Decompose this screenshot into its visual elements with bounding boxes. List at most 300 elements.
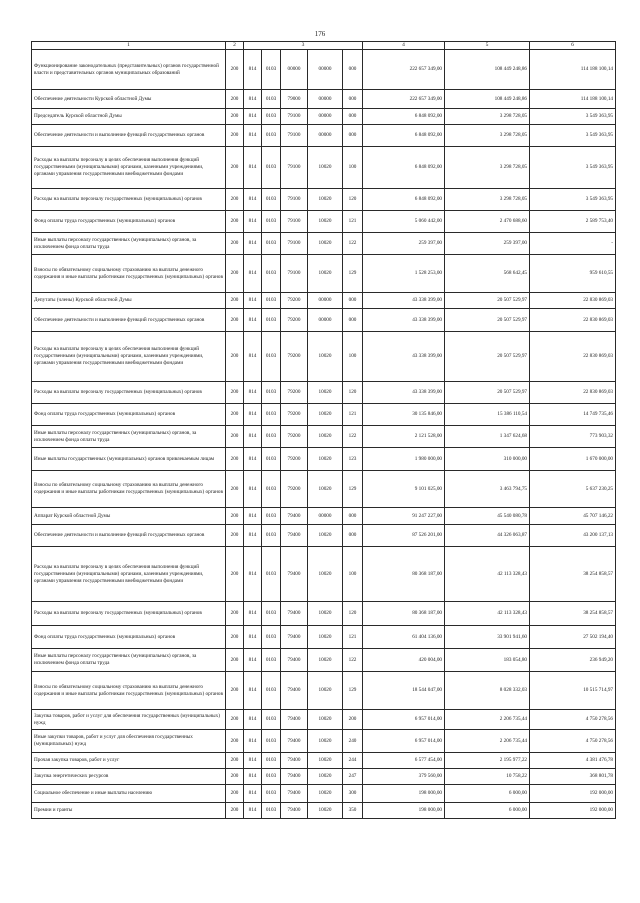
amount-cell: 3 549 363,95 xyxy=(530,125,616,147)
code-cell: 129 xyxy=(343,672,363,710)
code-cell: 0103 xyxy=(262,730,281,753)
amount-cell: 959 610,55 xyxy=(530,255,616,293)
code-cell: 0103 xyxy=(262,255,281,293)
row-name-cell: Социальное обеспечение и иные выплаты населению xyxy=(32,785,226,803)
row-name-cell: Обеспечение деятельности Курской областной Думы xyxy=(32,90,226,109)
code-cell: 814 xyxy=(244,255,262,293)
table-header-row xyxy=(32,42,616,50)
code-cell: 814 xyxy=(244,309,262,332)
row-name-cell: Иные выплаты персоналу государственных (муниципальных) органов, за исключением фонда оплаты труда xyxy=(32,233,226,255)
code-cell: 0103 xyxy=(262,710,281,730)
code-cell: 10020 xyxy=(308,404,343,426)
row-name-cell: Расходы на выплаты персоналу в целях обеспечения выполнения функций государственными (муниципальными) органами, казенными учреждениями, органами управления государственными внебюджетными фондами xyxy=(32,332,226,382)
code-cell: 10020 xyxy=(308,803,343,819)
code-cell: 0103 xyxy=(262,547,281,602)
amount-cell: 6 957 014,00 xyxy=(363,730,445,753)
amount-cell: 43 338 399,00 xyxy=(363,293,445,309)
amount-cell: 3 463 794,75 xyxy=(445,471,530,508)
code-cell: 200 xyxy=(226,525,244,547)
code-cell: 814 xyxy=(244,649,262,672)
code-cell: 79400 xyxy=(281,672,308,710)
table-row xyxy=(32,125,616,147)
table-row xyxy=(32,649,616,672)
code-cell: 120 xyxy=(343,382,363,404)
code-cell: 10020 xyxy=(308,211,343,233)
code-cell: 10020 xyxy=(308,255,343,293)
amount-cell: 44 326 063,87 xyxy=(445,525,530,547)
code-cell: 121 xyxy=(343,404,363,426)
code-cell: 200 xyxy=(226,90,244,109)
code-cell: 200 xyxy=(226,803,244,819)
amount-cell: 192 000,00 xyxy=(530,803,616,819)
amount-cell: 3 298 728,05 xyxy=(445,109,530,125)
code-cell: 200 xyxy=(226,710,244,730)
amount-cell: 20 507 529,97 xyxy=(445,332,530,382)
amount-cell: 2 589 753,40 xyxy=(530,211,616,233)
amount-cell: 6 848 092,00 xyxy=(363,147,445,189)
code-cell: 814 xyxy=(244,189,262,211)
code-cell: 79200 xyxy=(281,404,308,426)
code-cell: 0103 xyxy=(262,309,281,332)
code-cell: 244 xyxy=(343,753,363,769)
amount-cell: 2 121 528,00 xyxy=(363,426,445,448)
amount-cell: 20 507 529,97 xyxy=(445,382,530,404)
row-name-cell: Иные выплаты персоналу государственных (муниципальных) органов, за исключением фонда оплаты труда xyxy=(32,426,226,448)
amount-cell: 5 637 230,25 xyxy=(530,471,616,508)
code-cell: 814 xyxy=(244,147,262,189)
amount-cell: 10 515 714,97 xyxy=(530,672,616,710)
code-cell: 123 xyxy=(343,448,363,471)
code-cell: 200 xyxy=(226,672,244,710)
row-name-cell: Обеспечение деятельности и выполнение функций государственных органов xyxy=(32,525,226,547)
amount-cell: 20 507 529,97 xyxy=(445,293,530,309)
code-cell: 0103 xyxy=(262,672,281,710)
code-cell: 814 xyxy=(244,211,262,233)
amount-cell: 10 758,22 xyxy=(445,769,530,785)
code-cell: 79400 xyxy=(281,753,308,769)
amount-cell: 1 347 624,68 xyxy=(445,426,530,448)
code-cell: 0103 xyxy=(262,649,281,672)
code-cell: 200 xyxy=(226,626,244,649)
code-cell: 814 xyxy=(244,626,262,649)
code-cell: 000 xyxy=(343,50,363,90)
code-cell: 350 xyxy=(343,803,363,819)
table-row xyxy=(32,626,616,649)
code-cell: 10020 xyxy=(308,730,343,753)
table-row xyxy=(32,233,616,255)
budget-table xyxy=(31,41,616,819)
code-cell: 200 xyxy=(226,147,244,189)
amount-cell: 108 449 248,86 xyxy=(445,50,530,90)
table-row xyxy=(32,525,616,547)
table-row xyxy=(32,293,616,309)
amount-cell: 5 060 442,00 xyxy=(363,211,445,233)
code-cell: 79100 xyxy=(281,109,308,125)
table-row xyxy=(32,382,616,404)
code-cell: 10020 xyxy=(308,189,343,211)
row-name-cell: Закупка энергетических ресурсов xyxy=(32,769,226,785)
code-cell: 240 xyxy=(343,730,363,753)
code-cell: 79200 xyxy=(281,293,308,309)
row-name-cell: Расходы на выплаты персоналу государственных (муниципальных) органов xyxy=(32,382,226,404)
amount-cell: 379 560,00 xyxy=(363,769,445,785)
table-row xyxy=(32,547,616,602)
code-cell: 129 xyxy=(343,255,363,293)
code-cell: 200 xyxy=(226,211,244,233)
code-cell: 79000 xyxy=(281,90,308,109)
row-name-cell: Иные выплаты персоналу государственных (муниципальных) органов, за исключением фонда оплаты труда xyxy=(32,649,226,672)
code-cell: 10020 xyxy=(308,672,343,710)
table-row xyxy=(32,90,616,109)
amount-cell: 18 544 047,00 xyxy=(363,672,445,710)
code-cell: 79100 xyxy=(281,147,308,189)
code-cell: 0103 xyxy=(262,785,281,803)
row-name-cell: Расходы на выплаты персоналу в целях обеспечения выполнения функций государственными (муниципальными) органами, казенными учреждениями, органами управления государственными внебюджетными фондами xyxy=(32,547,226,602)
code-cell: 0103 xyxy=(262,211,281,233)
amount-cell: 27 502 194,40 xyxy=(530,626,616,649)
code-cell: 79400 xyxy=(281,649,308,672)
row-name-cell: Взносы по обязательному социальному страхованию на выплаты денежного содержания и иные выплаты работникам государственных (муниципальных) органов xyxy=(32,672,226,710)
table-row xyxy=(32,508,616,525)
code-cell: 79400 xyxy=(281,730,308,753)
code-cell: 814 xyxy=(244,233,262,255)
header-cell: 5 xyxy=(445,42,530,50)
table-row xyxy=(32,404,616,426)
header-cell: 3 xyxy=(244,42,363,50)
amount-cell: 236 949,20 xyxy=(530,649,616,672)
code-cell: 000 xyxy=(343,525,363,547)
amount-cell: 310 000,00 xyxy=(445,448,530,471)
code-cell: 00000 xyxy=(308,50,343,90)
code-cell: 10020 xyxy=(308,547,343,602)
table-row xyxy=(32,309,616,332)
code-cell: 814 xyxy=(244,404,262,426)
code-cell: 814 xyxy=(244,672,262,710)
code-cell: 0103 xyxy=(262,769,281,785)
code-cell: 814 xyxy=(244,508,262,525)
amount-cell: 43 338 399,00 xyxy=(363,309,445,332)
code-cell: 00000 xyxy=(308,90,343,109)
code-cell: 814 xyxy=(244,525,262,547)
code-cell: 814 xyxy=(244,730,262,753)
table-row xyxy=(32,710,616,730)
code-cell: 814 xyxy=(244,471,262,508)
code-cell: 10020 xyxy=(308,382,343,404)
table-row xyxy=(32,332,616,382)
code-cell: 200 xyxy=(226,448,244,471)
code-cell: 0103 xyxy=(262,753,281,769)
page-number: 176 xyxy=(314,30,326,38)
code-cell: 814 xyxy=(244,710,262,730)
code-cell: 200 xyxy=(226,753,244,769)
code-cell: 200 xyxy=(226,730,244,753)
code-cell: 814 xyxy=(244,547,262,602)
row-name-cell: Премии и гранты xyxy=(32,803,226,819)
row-name-cell: Функционирование законодательных (представительных) органов государственной власти и представительных органов муниципальных образований xyxy=(32,50,226,90)
amount-cell: 42 113 328,43 xyxy=(445,547,530,602)
code-cell: 814 xyxy=(244,769,262,785)
amount-cell: 1 980 000,00 xyxy=(363,448,445,471)
code-cell: 0103 xyxy=(262,803,281,819)
code-cell: 10020 xyxy=(308,649,343,672)
code-cell: 200 xyxy=(226,125,244,147)
code-cell: 00000 xyxy=(308,309,343,332)
amount-cell: 6 848 092,00 xyxy=(363,125,445,147)
code-cell: 0103 xyxy=(262,426,281,448)
code-cell: 79400 xyxy=(281,769,308,785)
code-cell: 100 xyxy=(343,547,363,602)
table-row xyxy=(32,448,616,471)
amount-cell: 3 549 363,95 xyxy=(530,147,616,189)
code-cell: 79100 xyxy=(281,255,308,293)
table-row xyxy=(32,211,616,233)
code-cell: 10020 xyxy=(308,626,343,649)
code-cell: 200 xyxy=(226,293,244,309)
amount-cell: 6 848 092,00 xyxy=(363,189,445,211)
amount-cell: 22 830 869,03 xyxy=(530,382,616,404)
amount-cell: 198 000,00 xyxy=(363,785,445,803)
amount-cell: 43 338 399,00 xyxy=(363,332,445,382)
amount-cell: 4 750 278,56 xyxy=(530,710,616,730)
code-cell: 200 xyxy=(226,109,244,125)
row-name-cell: Иные выплаты государственных (муниципальных) органов привлекаемым лицам xyxy=(32,448,226,471)
code-cell: 0103 xyxy=(262,332,281,382)
amount-cell: 80 368 187,00 xyxy=(363,547,445,602)
code-cell: 79400 xyxy=(281,508,308,525)
amount-cell: 4 750 278,56 xyxy=(530,730,616,753)
amount-cell: 3 298 728,05 xyxy=(445,189,530,211)
code-cell: 10020 xyxy=(308,753,343,769)
code-cell: 814 xyxy=(244,125,262,147)
table-row xyxy=(32,50,616,90)
code-cell: 10020 xyxy=(308,426,343,448)
code-cell: 79100 xyxy=(281,189,308,211)
amount-cell: 38 254 858,57 xyxy=(530,602,616,626)
amount-cell: 6 848 092,00 xyxy=(363,109,445,125)
amount-cell: 1 528 253,00 xyxy=(363,255,445,293)
amount-cell: 14 749 735,46 xyxy=(530,404,616,426)
row-name-cell: Расходы на выплаты персоналу государственных (муниципальных) органов xyxy=(32,189,226,211)
code-cell: 200 xyxy=(226,189,244,211)
code-cell: 79400 xyxy=(281,525,308,547)
amount-cell: 108 449 248,86 xyxy=(445,90,530,109)
code-cell: 814 xyxy=(244,50,262,90)
code-cell: 10020 xyxy=(308,448,343,471)
code-cell: 00000 xyxy=(308,109,343,125)
code-cell: 000 xyxy=(343,309,363,332)
amount-cell: 2 206 735,44 xyxy=(445,710,530,730)
code-cell: 79100 xyxy=(281,233,308,255)
amount-cell: 6 577 454,00 xyxy=(363,753,445,769)
amount-cell: 3 298 728,05 xyxy=(445,125,530,147)
code-cell: 814 xyxy=(244,426,262,448)
code-cell: 79400 xyxy=(281,547,308,602)
amount-cell: 30 135 846,00 xyxy=(363,404,445,426)
amount-cell: 20 507 529,97 xyxy=(445,309,530,332)
code-cell: 120 xyxy=(343,189,363,211)
row-name-cell: Аппарат Курской областной Думы xyxy=(32,508,226,525)
amount-cell: - xyxy=(530,233,616,255)
code-cell: 200 xyxy=(226,404,244,426)
row-name-cell: Прочая закупка товаров, работ и услуг xyxy=(32,753,226,769)
code-cell: 00000 xyxy=(308,125,343,147)
amount-cell: 420 004,00 xyxy=(363,649,445,672)
code-cell: 814 xyxy=(244,448,262,471)
code-cell: 200 xyxy=(226,382,244,404)
row-name-cell: Председатель Курской областной Думы xyxy=(32,109,226,125)
code-cell: 10020 xyxy=(308,785,343,803)
table-row xyxy=(32,753,616,769)
table-row xyxy=(32,471,616,508)
code-cell: 00000 xyxy=(308,508,343,525)
amount-cell: 22 830 869,03 xyxy=(530,332,616,382)
code-cell: 814 xyxy=(244,109,262,125)
amount-cell: 773 903,32 xyxy=(530,426,616,448)
amount-cell: 45 540 080,78 xyxy=(445,508,530,525)
code-cell: 0103 xyxy=(262,602,281,626)
amount-cell: 22 830 869,03 xyxy=(530,309,616,332)
code-cell: 122 xyxy=(343,233,363,255)
code-cell: 122 xyxy=(343,426,363,448)
code-cell: 200 xyxy=(226,785,244,803)
amount-cell: 2 195 977,22 xyxy=(445,753,530,769)
amount-cell: 91 247 227,00 xyxy=(363,508,445,525)
amount-cell: 80 368 187,00 xyxy=(363,602,445,626)
code-cell: 0103 xyxy=(262,626,281,649)
table-row xyxy=(32,672,616,710)
code-cell: 200 xyxy=(226,508,244,525)
amount-cell: 114 188 100,14 xyxy=(530,50,616,90)
code-cell: 79400 xyxy=(281,803,308,819)
code-cell: 814 xyxy=(244,90,262,109)
code-cell: 79200 xyxy=(281,382,308,404)
row-name-cell: Расходы на выплаты персоналу государственных (муниципальных) органов xyxy=(32,602,226,626)
row-name-cell: Обеспечение деятельности и выполнение функций государственных органов xyxy=(32,309,226,332)
code-cell: 79400 xyxy=(281,602,308,626)
code-cell: 0103 xyxy=(262,382,281,404)
code-cell: 0103 xyxy=(262,233,281,255)
code-cell: 10020 xyxy=(308,471,343,508)
amount-cell: 114 188 100,14 xyxy=(530,90,616,109)
code-cell: 000 xyxy=(343,125,363,147)
code-cell: 0103 xyxy=(262,50,281,90)
table-row xyxy=(32,769,616,785)
code-cell: 79200 xyxy=(281,332,308,382)
code-cell: 10020 xyxy=(308,332,343,382)
row-name-cell: Расходы на выплаты персоналу в целях обеспечения выполнения функций государственными (муниципальными) органами, казенными учреждениями, органами управления государственными внебюджетными фондами xyxy=(32,147,226,189)
amount-cell: 222 657 349,00 xyxy=(363,50,445,90)
amount-cell: 33 901 941,60 xyxy=(445,626,530,649)
code-cell: 247 xyxy=(343,769,363,785)
amount-cell: 8 028 332,03 xyxy=(445,672,530,710)
amount-cell: 3 549 363,95 xyxy=(530,189,616,211)
code-cell: 79200 xyxy=(281,426,308,448)
code-cell: 0103 xyxy=(262,147,281,189)
amount-cell: 45 707 146,22 xyxy=(530,508,616,525)
code-cell: 814 xyxy=(244,602,262,626)
code-cell: 0103 xyxy=(262,404,281,426)
header-cell: 6 xyxy=(530,42,616,50)
code-cell: 120 xyxy=(343,602,363,626)
amount-cell: 43 200 137,13 xyxy=(530,525,616,547)
amount-cell: 43 338 399,00 xyxy=(363,382,445,404)
code-cell: 0103 xyxy=(262,125,281,147)
amount-cell: 259 397,00 xyxy=(445,233,530,255)
code-cell: 200 xyxy=(226,426,244,448)
code-cell: 0103 xyxy=(262,90,281,109)
code-cell: 0103 xyxy=(262,525,281,547)
amount-cell: 42 113 328,43 xyxy=(445,602,530,626)
amount-cell: 3 298 728,05 xyxy=(445,147,530,189)
code-cell: 300 xyxy=(343,785,363,803)
row-name-cell: Взносы по обязательному социальному страхованию на выплаты денежного содержания и иные выплаты работникам государственных (муниципальных) органов xyxy=(32,255,226,293)
code-cell: 121 xyxy=(343,211,363,233)
table-row xyxy=(32,730,616,753)
row-name-cell: Взносы по обязательному социальному страхованию на выплаты денежного содержания и иные выплаты работникам государственных (муниципальных) органов xyxy=(32,471,226,508)
header-cell: 1 xyxy=(32,42,226,50)
table-row xyxy=(32,426,616,448)
code-cell: 00000 xyxy=(281,50,308,90)
code-cell: 814 xyxy=(244,785,262,803)
amount-cell: 38 254 858,57 xyxy=(530,547,616,602)
code-cell: 10020 xyxy=(308,147,343,189)
amount-cell: 259 397,00 xyxy=(363,233,445,255)
amount-cell: 2 470 688,60 xyxy=(445,211,530,233)
code-cell: 200 xyxy=(226,50,244,90)
amount-cell: 9 101 025,00 xyxy=(363,471,445,508)
amount-cell: 222 657 349,00 xyxy=(363,90,445,109)
amount-cell: 22 830 869,03 xyxy=(530,293,616,309)
amount-cell: 4 381 476,78 xyxy=(530,753,616,769)
code-cell: 000 xyxy=(343,109,363,125)
code-cell: 200 xyxy=(343,710,363,730)
table-row xyxy=(32,255,616,293)
code-cell: 814 xyxy=(244,293,262,309)
code-cell: 0103 xyxy=(262,508,281,525)
code-cell: 79100 xyxy=(281,211,308,233)
header-cell: 4 xyxy=(363,42,445,50)
code-cell: 79100 xyxy=(281,125,308,147)
row-name-cell: Иные закупки товаров, работ и услуг для обеспечения государственных (муниципальных) нужд xyxy=(32,730,226,753)
code-cell: 122 xyxy=(343,649,363,672)
row-name-cell: Фонд оплаты труда государственных (муниципальных) органов xyxy=(32,211,226,233)
code-cell: 0103 xyxy=(262,471,281,508)
code-cell: 10020 xyxy=(308,710,343,730)
row-name-cell: Фонд оплаты труда государственных (муниципальных) органов xyxy=(32,626,226,649)
code-cell: 0103 xyxy=(262,189,281,211)
table-row xyxy=(32,785,616,803)
table-row xyxy=(32,189,616,211)
code-cell: 000 xyxy=(343,508,363,525)
code-cell: 79400 xyxy=(281,710,308,730)
row-name-cell: Закупка товаров, работ и услуг для обеспечения государственных (муниципальных) нужд xyxy=(32,710,226,730)
code-cell: 200 xyxy=(226,471,244,508)
code-cell: 79400 xyxy=(281,785,308,803)
code-cell: 200 xyxy=(226,547,244,602)
table-row xyxy=(32,803,616,819)
code-cell: 814 xyxy=(244,382,262,404)
amount-cell: 568 642,45 xyxy=(445,255,530,293)
code-cell: 00000 xyxy=(308,293,343,309)
amount-cell: 6 000,00 xyxy=(445,785,530,803)
code-cell: 79200 xyxy=(281,471,308,508)
code-cell: 121 xyxy=(343,626,363,649)
code-cell: 0103 xyxy=(262,109,281,125)
code-cell: 10020 xyxy=(308,525,343,547)
code-cell: 129 xyxy=(343,471,363,508)
row-name-cell: Обеспечение деятельности и выполнение функций государственных органов xyxy=(32,125,226,147)
amount-cell: 198 000,00 xyxy=(363,803,445,819)
